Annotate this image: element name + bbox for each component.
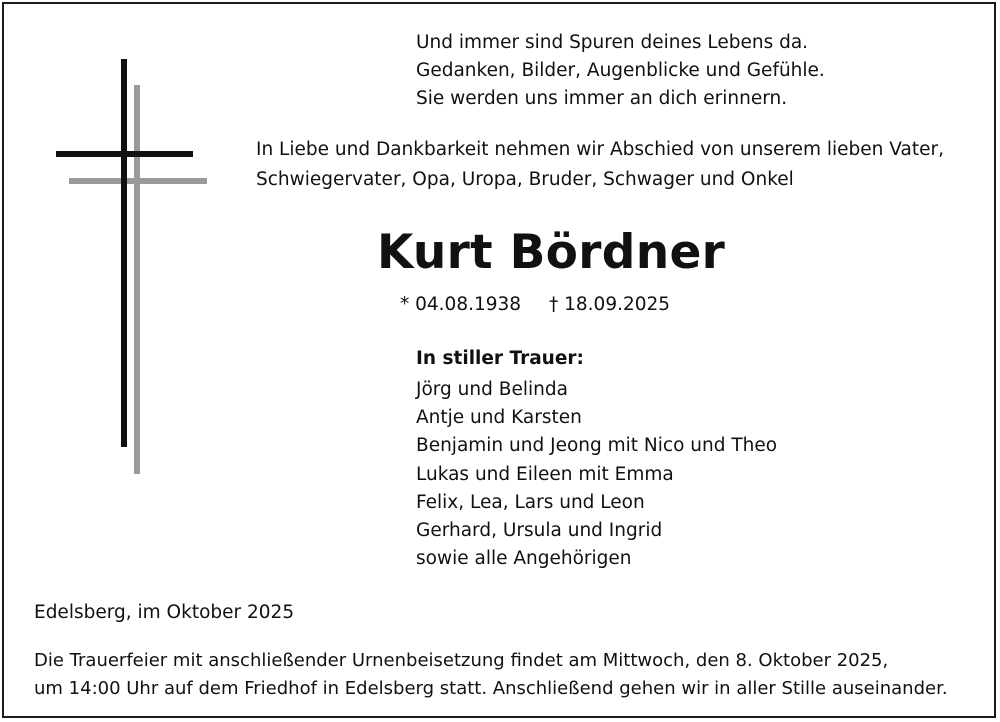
poem-line: Und immer sind Spuren deines Lebens da. bbox=[416, 32, 809, 53]
death-date: † 18.09.2025 bbox=[549, 294, 671, 315]
cross-gray-horizontal-bar bbox=[69, 178, 207, 184]
mourner-entry: sowie alle Angehörigen bbox=[416, 548, 632, 570]
memorial-poem bbox=[416, 29, 825, 113]
poem-line: Gedanken, Bilder, Augenblicke und Gefühle. bbox=[416, 60, 825, 81]
mourner-entry: Gerhard, Ursula und Ingrid bbox=[416, 520, 663, 542]
mourner-entry: Benjamin und Jeong mit Nico und Theo bbox=[416, 435, 778, 457]
mourner-entry: Jörg und Belinda bbox=[416, 379, 568, 400]
mourner-entry: Antje und Karsten bbox=[416, 407, 582, 429]
cross-black-vertical-bar bbox=[121, 59, 127, 447]
intro-line: In Liebe und Dankbarkeit nehmen wir Abschied von unserem lieben Vater, bbox=[256, 139, 944, 160]
mourners-list bbox=[416, 376, 777, 573]
intro-line: Schwiegervater, Opa, Uropa, Bruder, Schwager und Onkel bbox=[256, 169, 794, 190]
birth-date: * 04.08.1938 bbox=[400, 294, 522, 315]
poem-line: Sie werden uns immer an dich erinnern. bbox=[416, 88, 788, 109]
cross-black-horizontal-bar bbox=[56, 151, 193, 157]
place-and-date: Edelsberg, im Oktober 2025 bbox=[34, 602, 295, 623]
ceremony-line: Die Trauerfeier mit anschließender Urnenbeisetzung findet am Mittwoch, den 8. Oktober 2025, bbox=[34, 650, 889, 671]
cross-gray-vertical-bar bbox=[134, 85, 140, 474]
mourner-entry: Lukas und Eileen mit Emma bbox=[416, 463, 674, 485]
mourner-entry: Felix, Lea, Lars und Leon bbox=[416, 491, 645, 513]
deceased-name: Kurt Bördner bbox=[377, 225, 726, 280]
mourners-heading: In stiller Trauer: bbox=[416, 348, 584, 369]
farewell-intro bbox=[256, 135, 944, 195]
ceremony-details bbox=[34, 647, 948, 703]
ceremony-line: um 14:00 Uhr auf dem Friedhof in Edelsberg statt. Anschließend gehen wir in aller Stille auseinander. bbox=[34, 678, 948, 699]
